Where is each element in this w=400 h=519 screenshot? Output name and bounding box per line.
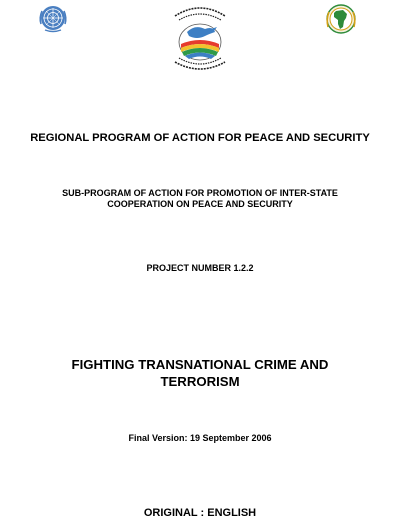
document-title-line-2: TERRORISM (160, 374, 240, 389)
project-number: PROJECT NUMBER 1.2.2 (146, 263, 254, 273)
dove-emblem-icon (167, 2, 233, 72)
main-heading: REGIONAL PROGRAM OF ACTION FOR PEACE AND SECURITY (30, 132, 370, 144)
sub-program-line-2: COOPERATION ON PEACE AND SECURITY (107, 199, 293, 209)
au-emblem-icon (323, 3, 359, 35)
african-union-emblem-logo (323, 3, 359, 35)
un-emblem-logo (37, 4, 69, 34)
sub-program-line-1: SUB-PROGRAM OF ACTION FOR PROMOTION OF INTER-STATE (62, 188, 338, 198)
conference-emblem-logo (167, 2, 233, 72)
un-emblem-icon (37, 4, 69, 34)
final-version-date: Final Version: 19 September 2006 (128, 433, 272, 443)
document-title-line-1: FIGHTING TRANSNATIONAL CRIME AND (71, 357, 329, 372)
original-language: ORIGINAL : ENGLISH (143, 507, 257, 519)
